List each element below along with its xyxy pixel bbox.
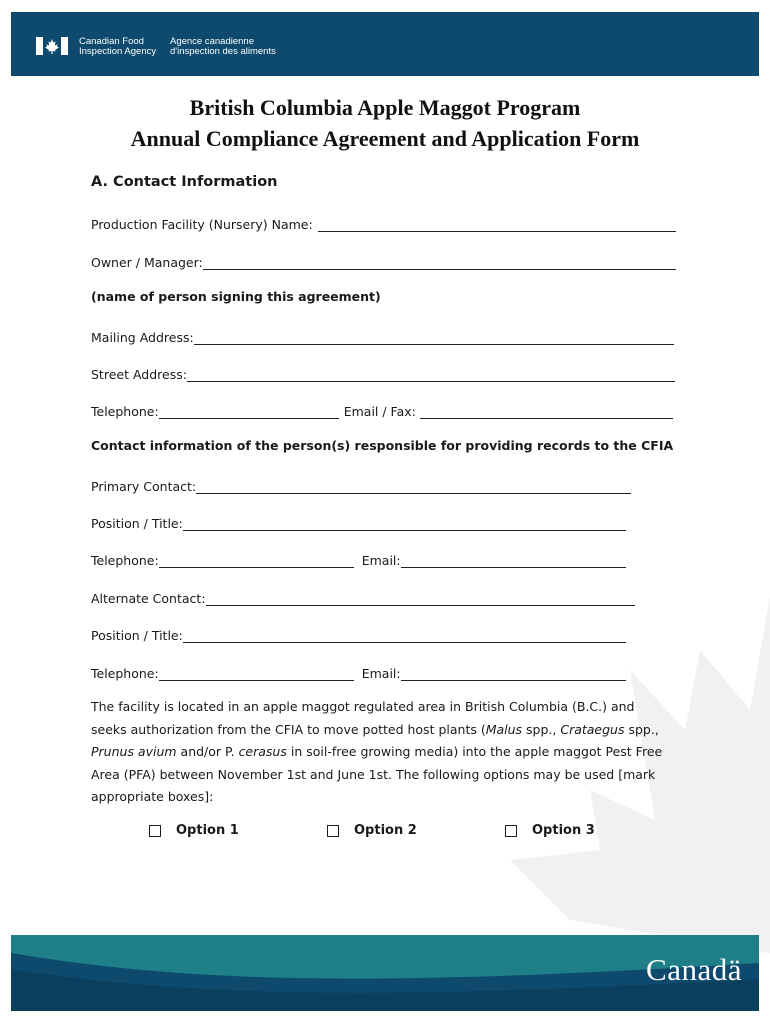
facility-description-paragraph <box>91 696 671 809</box>
email-label-3: Email: <box>361 666 401 681</box>
telephone-email-fax-field <box>91 399 673 419</box>
primary-contact-field <box>91 474 631 494</box>
telephone-input-3[interactable] <box>159 666 354 681</box>
canada-wordmark: Canadä <box>646 952 742 987</box>
primary-contact-label: Primary Contact: <box>91 479 197 494</box>
page-title-line2: Annual Compliance Agreement and Application Form <box>130 126 640 151</box>
alternate-contact-field <box>91 586 635 606</box>
position-title-field-2 <box>91 623 626 643</box>
telephone-input[interactable] <box>159 404 339 419</box>
name-note: (name of person signing this agreement) <box>91 289 381 304</box>
contact-note: Contact information of the person(s) responsible for providing records to the CFIA <box>91 438 674 453</box>
mailing-address-field <box>91 325 674 345</box>
checkbox-icon[interactable] <box>505 825 517 837</box>
canada-flag-icon <box>36 37 68 55</box>
owner-manager-label: Owner / Manager: <box>91 255 203 270</box>
telephone-label-3: Telephone: <box>91 666 159 681</box>
paragraph-part-4: and/or P. <box>176 744 239 759</box>
agency-fr-line1: Agence canadienne <box>170 36 254 47</box>
production-facility-field <box>91 212 676 232</box>
option-3-checkbox[interactable] <box>505 823 595 838</box>
species-malus: Malus <box>485 721 523 737</box>
position-title-label: Position / Title: <box>91 516 183 531</box>
telephone-input-2[interactable] <box>159 553 354 568</box>
species-crataegus: Crataegus <box>560 721 625 737</box>
alternate-contact-label: Alternate Contact: <box>91 591 206 606</box>
telephone-label-2: Telephone: <box>91 553 159 568</box>
owner-manager-input[interactable] <box>203 255 676 270</box>
agency-fr-line2: d'inspection des aliments <box>170 46 276 57</box>
production-facility-label: Production Facility (Nursery) Name: <box>91 217 313 232</box>
telephone-email-field-3 <box>91 661 626 681</box>
telephone-email-field-2 <box>91 548 626 568</box>
paragraph-part-2: spp., <box>522 721 561 737</box>
agency-name-fr <box>170 37 276 57</box>
position-title-label-2: Position / Title: <box>91 628 183 643</box>
page-title-line1: British Columbia Apple Maggot Program <box>189 95 581 120</box>
species-prunus-avium: Prunus avium <box>91 744 177 759</box>
owner-manager-field <box>91 250 676 270</box>
email-fax-input[interactable] <box>420 404 673 419</box>
section-a-heading: A. Contact Information <box>91 174 278 190</box>
email-input-2[interactable] <box>401 553 626 568</box>
position-title-input-2[interactable] <box>183 628 626 643</box>
option-1-checkbox[interactable] <box>149 823 239 838</box>
email-fax-label: Email / Fax: <box>343 404 416 419</box>
paragraph-part-5: in soil-free growing media) into the apple maggot Pest Free Area (PFA) between November 1st and June 1st. The following options may be used [mark appropriate boxes]: <box>91 744 663 804</box>
paragraph-part-3: spp., <box>624 721 659 737</box>
agency-en-line2: Inspection Agency <box>79 46 157 57</box>
telephone-label: Telephone: <box>91 404 159 419</box>
street-address-field <box>91 362 675 382</box>
mailing-address-label: Mailing Address: <box>91 330 194 345</box>
option-2-label: Option 2 <box>354 823 417 838</box>
street-address-input[interactable] <box>187 367 675 382</box>
species-cerasus: cerasus <box>238 744 287 759</box>
agency-name-en <box>79 37 156 57</box>
email-input-3[interactable] <box>401 666 626 681</box>
option-3-label: Option 3 <box>532 823 595 838</box>
paragraph-part-1: The facility is located in an apple maggot regulated area in British Columbia (B.C.) and seeks authorization from the CFIA to move potted host plants ( <box>91 699 635 737</box>
alternate-contact-input[interactable] <box>206 591 635 606</box>
production-facility-input[interactable] <box>318 217 676 232</box>
checkbox-icon[interactable] <box>327 825 339 837</box>
position-title-input[interactable] <box>183 516 626 531</box>
option-2-checkbox[interactable] <box>327 823 417 838</box>
mailing-address-input[interactable] <box>194 330 674 345</box>
agency-en-line1: Canadian Food <box>79 36 144 47</box>
position-title-field <box>91 511 626 531</box>
option-1-label: Option 1 <box>176 823 239 838</box>
primary-contact-input[interactable] <box>196 479 631 494</box>
street-address-label: Street Address: <box>91 367 187 382</box>
checkbox-icon[interactable] <box>149 825 161 837</box>
email-label-2: Email: <box>361 553 401 568</box>
